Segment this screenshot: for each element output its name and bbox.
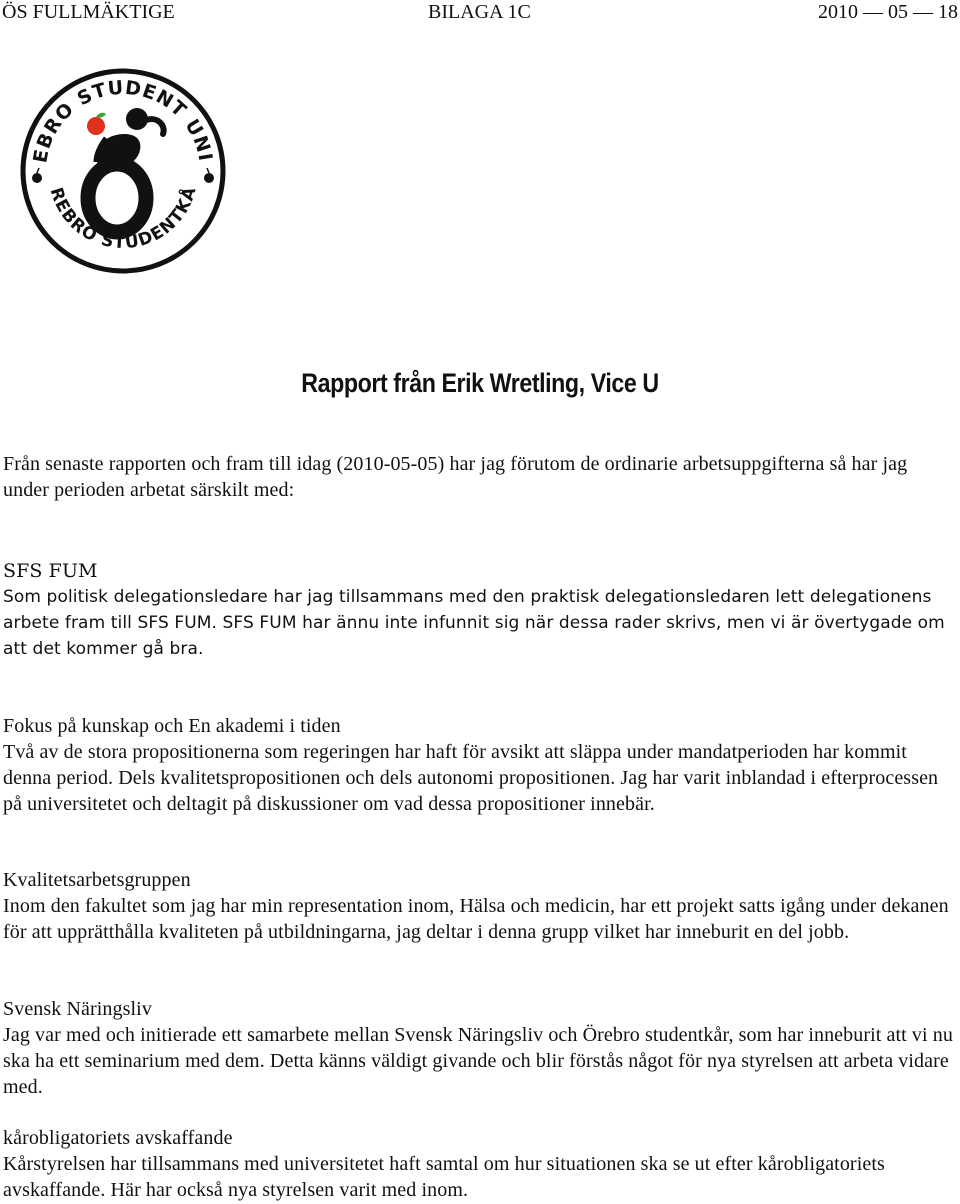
student-union-logo-graphic [20, 68, 226, 274]
section-body: Inom den fakultet som jag har min representation inom, Hälsa och medicin, har ett projekt satts igång under dekanen för att upprätthålla kvaliteten på utbildningarna, jag deltar i denna grupp vilket har inneburit en del jobb. [3, 895, 949, 943]
header-date: 2010 — 05 — 18 [818, 1, 958, 23]
section-fokus-pa-kunskap [3, 713, 957, 817]
student-union-logo [20, 68, 226, 274]
section-heading: Fokus på kunskap och En akademi i tiden [3, 715, 341, 737]
logo-red-apple-icon [87, 117, 105, 135]
page-header [0, 0, 960, 26]
intro-paragraph: Från senaste rapporten och fram till idag (2010-05-05) har jag förutom de ordinarie arbetsuppgifterna så har jag under perioden arbetat särskilt med: [3, 453, 908, 501]
section-sfs-fum [3, 558, 957, 662]
section-heading: Kvalitetsarbetsgruppen [3, 869, 191, 891]
section-body: Två av de stora propositionerna som regeringen har haft för avsikt att släppa under mandatperioden har kommit denna period. Dels kvalitetspropositionen och dels autonomi propositionen. Jag har varit inblandad i efterprocessen på universitetet och deltagit på diskussioner om vad dessa propositioner innebär. [3, 741, 939, 815]
section-body: Kårstyrelsen har tillsammans med universitetet haft samtal om hur situationen ska se ut efter kårobligatoriets avskaffande. Här har också nya styrelsen varit med inom. [3, 1153, 885, 1201]
section-body: Som politisk delegationsledare har jag tillsammans med den praktisk delegationsledaren lett delegationens arbete fram till SFS FUM. SFS FUM har ännu inte infunnit sig när dessa rader skrivs, men vi är övertygade om att det kommer gå bra. [3, 587, 945, 659]
header-left-text: ÖS FULLMÄKTIGE [2, 1, 175, 23]
header-attachment-label: BILAGA 1C [428, 1, 531, 23]
section-heading: kårobligatoriets avskaffande [3, 1127, 233, 1149]
section-heading: SFS FUM [3, 560, 98, 582]
section-svensk-naringsliv [3, 996, 957, 1100]
logo-top-text: EBRO STUDENT UNI [29, 76, 217, 165]
section-karobligatoriets-avskaffande [3, 1125, 957, 1203]
section-heading: Svensk Näringsliv [3, 998, 152, 1020]
logo-bottom-text: REBRO STUDENTKÅ [45, 184, 201, 254]
section-body: Jag var med och initierade ett samarbete mellan Svensk Näringsliv och Örebro studentkår, som har inneburit att vi nu ska ha ett seminarium med dem. Detta känns väldigt givande och blir förstås något för nya styrelsen att arbeta vidare med. [3, 1024, 953, 1098]
section-kvalitetsarbetsgruppen [3, 867, 957, 945]
report-title: Rapport från Erik Wretling, Vice U [301, 368, 659, 398]
